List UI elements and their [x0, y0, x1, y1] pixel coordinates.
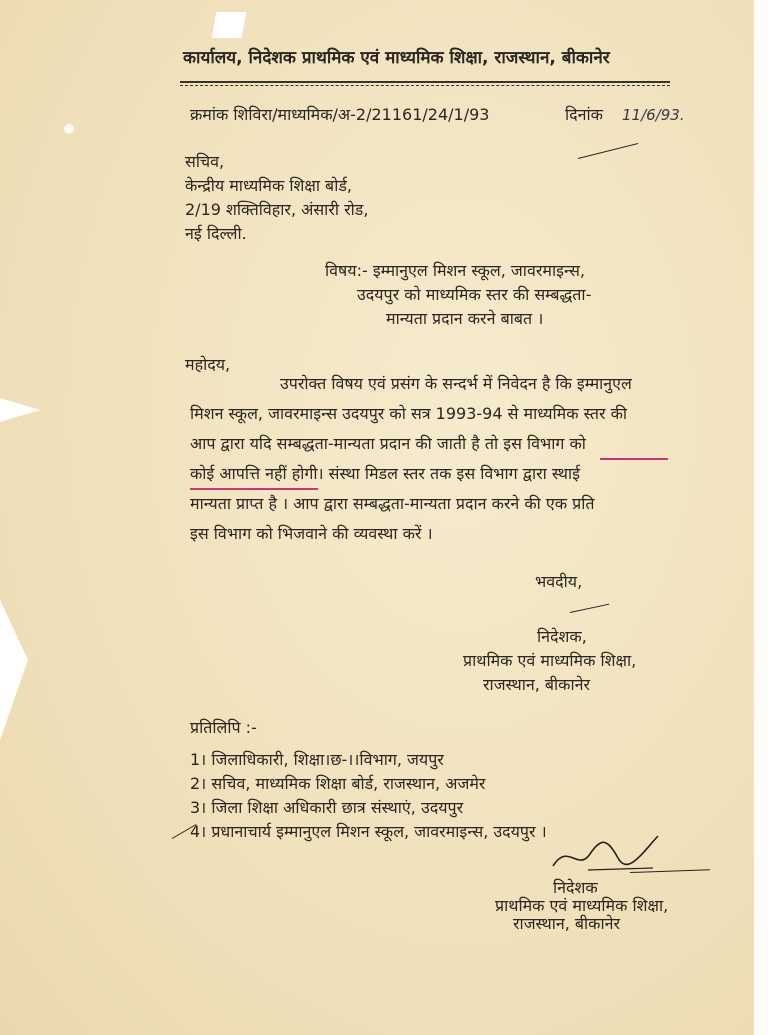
red-underline: [190, 488, 318, 490]
copy-item: 4। प्रधानाचार्य इम्मानुएल मिशन स्कूल, जावरमाइन्स, उदयपुर ।: [190, 822, 547, 841]
copy-item: 2। सचिव, माध्यमिक शिक्षा बोर्ड, राजस्थान, अजमेर: [190, 774, 486, 793]
salutation: महोदय,: [185, 355, 231, 374]
check-mark: [578, 143, 638, 159]
subject-line: मान्यता प्रदान करने बाबत ।: [386, 309, 544, 328]
copy-heading: प्रतिलिपि :-: [190, 718, 257, 737]
signatory-line: राजस्थान, बीकानेर: [483, 675, 591, 694]
signatory2-line: निदेशक: [553, 878, 598, 897]
body-line: मान्यता प्राप्त है । आप द्वारा सम्बद्धता-मान्यता प्रदान करने की एक प्रति: [190, 494, 595, 513]
page-edge: [754, 0, 768, 1035]
copy-item: 1। जिलाधिकारी, शिक्षा।छ-।।विभाग, जयपुर: [190, 750, 444, 769]
recipient-line: केन्द्रीय माध्यमिक शिक्षा बोर्ड,: [185, 176, 352, 195]
recipient-line: नई दिल्ली.: [185, 224, 247, 243]
reference-number: क्रमांक शिविरा/माध्यमिक/अ-2/21161/24/1/93: [190, 105, 490, 124]
torn-corner: [212, 12, 247, 38]
copy-item: 3। जिला शिक्षा अधिकारी छात्र संस्थाएं, उदयपुर: [190, 798, 464, 817]
body-line: कोई आपत्ति नहीं होगी। संस्था मिडल स्तर तक इस विभाग द्वारा स्थाई: [190, 464, 581, 483]
torn-edge: [0, 600, 28, 740]
recipient-line: 2/19 शक्तिविहार, अंसारी रोड,: [185, 200, 369, 219]
body-line: उपरोक्त विषय एवं प्रसंग के सन्दर्भ में निवेदन है कि इम्मानुएल: [280, 374, 632, 393]
signatory2-line: प्राथमिक एवं माध्यमिक शिक्षा,: [495, 896, 669, 915]
handwritten-signature: [548, 832, 668, 876]
red-underline: [600, 458, 668, 460]
letterhead: कार्यालय, निदेशक प्राथमिक एवं माध्यमिक शिक्षा, राजस्थान, बीकानेर: [183, 48, 610, 68]
date-value: 11/6/93.: [622, 106, 685, 124]
signatory2-line: राजस्थान, बीकानेर: [513, 914, 621, 933]
body-line: इस विभाग को भिजवाने की व्यवस्था करें ।: [190, 524, 433, 543]
recipient-line: सचिव,: [185, 152, 225, 171]
signature-mark: [570, 604, 609, 613]
body-line: मिशन स्कूल, जावरमाइन्स उदयपुर को सत्र 1993-94 से माध्यमिक स्तर की: [190, 404, 628, 423]
signatory-line: निदेशक,: [537, 627, 587, 646]
subject-line: विषय:- इम्मानुएल मिशन स्कूल, जावरमाइन्स,: [325, 261, 586, 280]
body-line: आप द्वारा यदि सम्बद्धता-मान्यता प्रदान की जाती है तो इस विभाग को: [190, 434, 586, 453]
divider: [180, 85, 670, 86]
subject-line: उदयपुर को माध्यमिक स्तर की सम्बद्धता-: [357, 285, 592, 304]
date-label: दिनांक: [565, 105, 603, 124]
divider: [180, 81, 670, 83]
closing: भवदीय,: [535, 572, 583, 591]
torn-edge: [0, 398, 40, 422]
punch-hole: [64, 124, 74, 134]
signatory-line: प्राथमिक एवं माध्यमिक शिक्षा,: [463, 651, 637, 670]
